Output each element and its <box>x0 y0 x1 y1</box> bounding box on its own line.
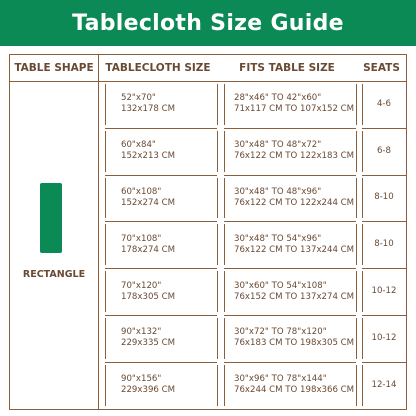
cell-border <box>406 224 407 265</box>
tablecloth-size-cell <box>105 131 217 172</box>
tablecloth-size-cell-line: 52"x70" <box>121 93 156 104</box>
cell-border <box>356 318 357 359</box>
seats-cell <box>362 178 406 219</box>
fits-table-size-cell-line: 30"x60" TO 54"x108" <box>234 280 327 291</box>
tablecloth-size-cell-line: 70"x108" <box>121 233 162 244</box>
seats-cell <box>362 131 406 172</box>
tablecloth-size-cell-line: 90"x132" <box>121 327 162 338</box>
seats-cell <box>362 224 406 265</box>
row-divider <box>224 221 356 222</box>
fits-table-size-cell <box>224 224 356 265</box>
row-divider <box>362 128 406 129</box>
cell-border <box>356 224 357 265</box>
cell-border <box>217 365 218 406</box>
cell-border <box>406 271 407 312</box>
tablecloth-size-cell <box>105 318 217 359</box>
col-divider <box>98 55 99 409</box>
tablecloth-size-cell-line: 132x178 CM <box>121 104 176 115</box>
cell-border <box>356 271 357 312</box>
seats-cell <box>362 318 406 359</box>
fits-table-size-cell-line: 30"x48" TO 54"x96" <box>234 233 322 244</box>
fits-table-size-cell-line: 28"x46" TO 42"x60" <box>234 93 322 104</box>
cell-border <box>217 318 218 359</box>
seats-cell-line: 12-14 <box>371 379 397 390</box>
cell-border <box>356 84 357 125</box>
fits-table-size-cell <box>224 84 356 125</box>
tablecloth-size-cell <box>105 271 217 312</box>
seats-cell-line: 4-6 <box>376 98 392 109</box>
seats-cell-line: 6-8 <box>376 145 392 156</box>
cell-border <box>217 178 218 219</box>
header-divider <box>10 81 406 82</box>
rectangle-shape-icon <box>40 183 62 253</box>
seats-cell-line: 10-12 <box>371 332 397 343</box>
cell-border <box>356 131 357 172</box>
tablecloth-size-cell-line: 60"x108" <box>121 186 162 197</box>
tablecloth-size-cell-line: 229x396 CM <box>121 385 176 396</box>
row-divider <box>105 315 217 316</box>
cell-border <box>406 318 407 359</box>
tablecloth-size-cell-line: 152x274 CM <box>121 197 176 208</box>
tablecloth-size-cell <box>105 178 217 219</box>
fits-table-size-cell-line: 76x183 CM TO 198x305 CM <box>234 338 355 349</box>
row-divider <box>224 362 356 363</box>
header-fits-table-size: FITS TABLE SIZE <box>239 62 335 74</box>
fits-table-size-cell-line: 76x122 CM TO 122x183 CM <box>234 151 355 162</box>
cell-border <box>217 271 218 312</box>
tablecloth-size-cell <box>105 84 217 125</box>
seats-cell <box>362 365 406 406</box>
row-divider <box>224 268 356 269</box>
row-divider <box>362 221 406 222</box>
fits-table-size-cell-line: 76x122 CM TO 122x244 CM <box>234 197 355 208</box>
seats-cell <box>362 271 406 312</box>
fits-table-size-cell-line: 71x117 CM TO 107x152 CM <box>234 104 355 115</box>
row-divider <box>105 128 217 129</box>
fits-table-size-cell-line: 30"x72" TO 78"x120" <box>234 327 327 338</box>
tablecloth-size-cell-line: 178x305 CM <box>121 291 176 302</box>
seats-cell-line: 8-10 <box>374 239 394 250</box>
fits-table-size-cell <box>224 318 356 359</box>
fits-table-size-cell <box>224 131 356 172</box>
fits-table-size-cell <box>224 365 356 406</box>
tablecloth-size-cell-line: 229x335 CM <box>121 338 176 349</box>
row-divider <box>105 362 217 363</box>
fits-table-size-cell-line: 76x244 CM TO 198x366 CM <box>234 385 355 396</box>
cell-border <box>356 178 357 219</box>
header-tablecloth-size: TABLECLOTH SIZE <box>105 62 211 74</box>
cell-border <box>217 131 218 172</box>
tablecloth-size-cell-line: 70"x120" <box>121 280 162 291</box>
row-divider <box>362 315 406 316</box>
header-seats: SEATS <box>363 62 400 74</box>
fits-table-size-cell-line: 30"x48" TO 48"x72" <box>234 140 322 151</box>
seats-cell-line: 10-12 <box>371 286 397 297</box>
tablecloth-size-cell-line: 60"x84" <box>121 140 156 151</box>
seats-cell <box>362 84 406 125</box>
row-divider <box>105 268 217 269</box>
fits-table-size-cell <box>224 271 356 312</box>
tablecloth-size-cell-line: 152x213 CM <box>121 151 176 162</box>
shape-label: RECTANGLE <box>22 269 86 280</box>
row-divider <box>105 221 217 222</box>
tablecloth-size-cell <box>105 224 217 265</box>
fits-table-size-cell-line: 30"x48" TO 48"x96" <box>234 186 322 197</box>
row-divider <box>224 128 356 129</box>
seats-cell-line: 8-10 <box>374 192 394 203</box>
row-divider <box>224 315 356 316</box>
cell-border <box>217 224 218 265</box>
tablecloth-size-cell <box>105 365 217 406</box>
row-divider <box>362 175 406 176</box>
cell-border <box>217 84 218 125</box>
header-table-shape: TABLE SHAPE <box>14 62 94 74</box>
row-divider <box>105 175 217 176</box>
fits-table-size-cell <box>224 178 356 219</box>
tablecloth-size-cell-line: 90"x156" <box>121 374 162 385</box>
fits-table-size-cell-line: 30"x96" TO 78"x144" <box>234 374 327 385</box>
fits-table-size-cell-line: 76x122 CM TO 137x244 CM <box>234 244 355 255</box>
fits-table-size-cell-line: 76x152 CM TO 137x274 CM <box>234 291 355 302</box>
page-title: Tablecloth Size Guide <box>72 10 344 36</box>
cell-border <box>406 84 407 125</box>
cell-border <box>356 365 357 406</box>
title-banner <box>0 0 416 46</box>
row-divider <box>362 268 406 269</box>
cell-border <box>406 178 407 219</box>
cell-border <box>406 365 407 406</box>
size-table <box>9 54 407 410</box>
cell-border <box>406 131 407 172</box>
tablecloth-size-cell-line: 178x274 CM <box>121 244 176 255</box>
row-divider <box>224 175 356 176</box>
row-divider <box>362 362 406 363</box>
